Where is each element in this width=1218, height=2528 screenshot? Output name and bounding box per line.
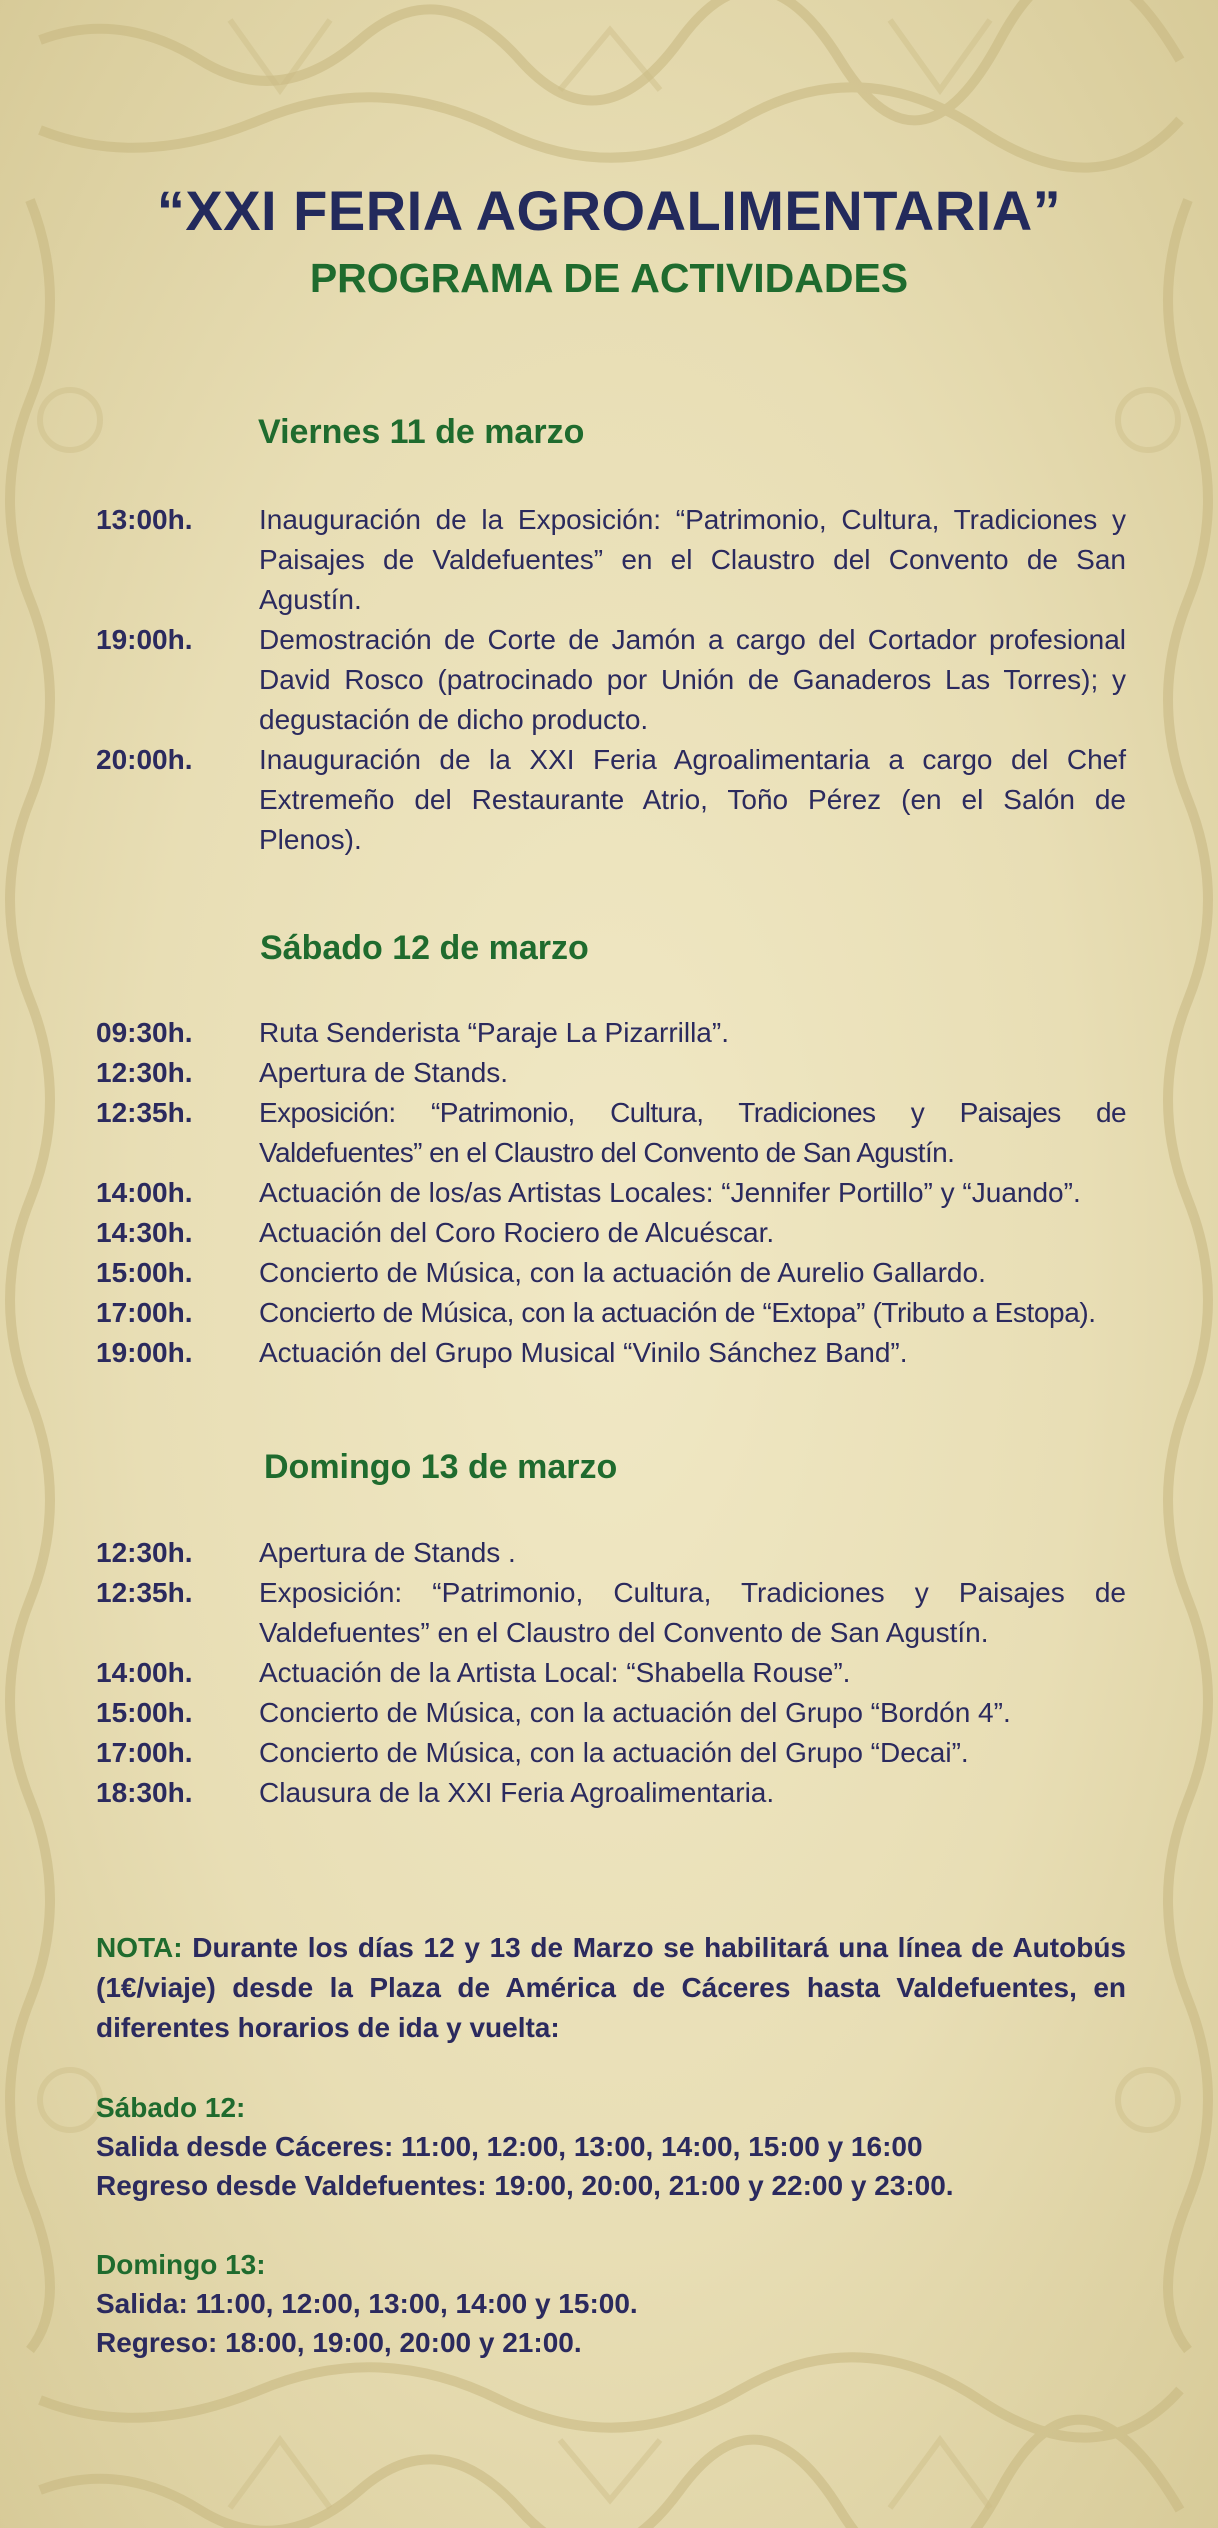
event-time: 12:30h. — [96, 1057, 193, 1088]
schedule-row — [96, 1653, 1126, 1693]
schedule-row — [96, 620, 1126, 740]
schedule-row — [96, 1733, 1126, 1773]
event-time: 12:35h. — [96, 1097, 193, 1128]
event-description: Clausura de la XXI Feria Agroalimentaria. — [259, 1777, 775, 1808]
event-time: 14:00h. — [96, 1177, 193, 1208]
schedule-row — [96, 1253, 1126, 1293]
bus-schedule-saturday — [96, 2088, 1146, 2205]
event-description: Inauguración de la Exposición: “Patrimonio, Cultura, Tradiciones y Paisajes de Valdefuentes” en el Claustro del Convento de San Agustín. — [259, 504, 1126, 615]
bus-schedule-title: Sábado 12: — [96, 2092, 246, 2123]
schedule-row — [96, 1173, 1126, 1213]
day-heading-friday: Viernes 11 de marzo — [258, 413, 585, 451]
day-heading-sunday: Domingo 13 de marzo — [264, 1448, 618, 1486]
event-time: 20:00h. — [96, 744, 193, 775]
page-subtitle: PROGRAMA DE ACTIVIDADES — [309, 255, 909, 301]
event-time: 15:00h. — [96, 1697, 193, 1728]
event-time: 19:00h. — [96, 624, 193, 655]
schedule-saturday — [96, 1013, 1126, 1373]
event-description: Actuación de la Artista Local: “Shabella Rouse”. — [259, 1657, 851, 1688]
page-title: “XXI FERIA AGROALIMENTARIA” — [156, 179, 1062, 242]
schedule-row — [96, 1573, 1126, 1653]
event-time: 19:00h. — [96, 1337, 193, 1368]
schedule-row — [96, 1333, 1126, 1373]
event-description: Demostración de Corte de Jamón a cargo del Cortador profesional David Rosco (patrocinado por Unión de Ganaderos Las Torres); y degustación de dicho producto. — [259, 624, 1126, 735]
event-time: 17:00h. — [96, 1737, 193, 1768]
day-heading-saturday: Sábado 12 de marzo — [260, 929, 589, 967]
schedule-row — [96, 500, 1126, 620]
schedule-row — [96, 1053, 1126, 1093]
schedule-row — [96, 1093, 1126, 1173]
schedule-row — [96, 1013, 1126, 1053]
bus-schedule-title: Domingo 13: — [96, 2249, 266, 2280]
event-time: 12:35h. — [96, 1577, 193, 1608]
bus-schedule-sunday — [96, 2245, 1146, 2362]
event-time: 12:30h. — [96, 1537, 193, 1568]
event-description: Concierto de Música, con la actuación del Grupo “Decai”. — [259, 1737, 969, 1768]
event-description: Exposición: “Patrimonio, Cultura, Tradiciones y Paisajes de Valdefuentes” en el Claustro del Convento de San Agustín. — [259, 1577, 1126, 1648]
schedule-friday — [96, 500, 1126, 860]
schedule-sunday — [96, 1533, 1126, 1813]
event-description: Apertura de Stands . — [259, 1537, 516, 1568]
event-description: Actuación del Grupo Musical “Vinilo Sánchez Band”. — [259, 1337, 908, 1368]
event-time: 15:00h. — [96, 1257, 193, 1288]
event-description: Exposición: “Patrimonio, Cultura, Tradiciones y Paisajes de Valdefuentes” en el Claustro del Convento de San Agustín. — [259, 1097, 1126, 1168]
schedule-row — [96, 1293, 1126, 1333]
event-description: Actuación de los/as Artistas Locales: “Jennifer Portillo” y “Juando”. — [259, 1177, 1081, 1208]
event-time: 18:30h. — [96, 1777, 193, 1808]
schedule-row — [96, 1533, 1126, 1573]
note-label: NOTA: — [96, 1932, 183, 1963]
bus-schedule-line: Regreso desde Valdefuentes: 19:00, 20:00, 21:00 y 22:00 y 23:00. — [96, 2170, 954, 2201]
event-time: 13:00h. — [96, 504, 193, 535]
schedule-row — [96, 740, 1126, 860]
event-description: Concierto de Música, con la actuación del Grupo “Bordón 4”. — [259, 1697, 1011, 1728]
event-description: Inauguración de la XXI Feria Agroalimentaria a cargo del Chef Extremeño del Restaurante Atrio, Toño Pérez (en el Salón de Plenos). — [259, 744, 1126, 855]
bus-schedule-line: Salida: 11:00, 12:00, 13:00, 14:00 y 15:00. — [96, 2288, 638, 2319]
event-time: 17:00h. — [96, 1297, 193, 1328]
event-time: 14:00h. — [96, 1657, 193, 1688]
schedule-row — [96, 1693, 1126, 1733]
note-text: Durante los días 12 y 13 de Marzo se habilitará una línea de Autobús (1€/viaje) desde la Plaza de América de Cáceres hasta Valdefuentes, en diferentes horarios de ida y vuelta: — [96, 1932, 1126, 2043]
event-description: Concierto de Música, con la actuación de Aurelio Gallardo. — [259, 1257, 986, 1288]
event-description: Actuación del Coro Rociero de Alcuéscar. — [259, 1217, 775, 1248]
event-time: 14:30h. — [96, 1217, 193, 1248]
schedule-row — [96, 1773, 1126, 1813]
bus-note — [96, 1928, 1126, 2048]
event-time: 09:30h. — [96, 1017, 193, 1048]
event-description: Ruta Senderista “Paraje La Pizarrilla”. — [259, 1017, 729, 1048]
event-description: Concierto de Música, con la actuación de “Extopa” (Tributo a Estopa). — [259, 1297, 1096, 1328]
event-description: Apertura de Stands. — [259, 1057, 509, 1088]
bus-schedule-line: Salida desde Cáceres: 11:00, 12:00, 13:00, 14:00, 15:00 y 16:00 — [96, 2131, 923, 2162]
bus-schedule-line: Regreso: 18:00, 19:00, 20:00 y 21:00. — [96, 2327, 582, 2358]
schedule-row — [96, 1213, 1126, 1253]
